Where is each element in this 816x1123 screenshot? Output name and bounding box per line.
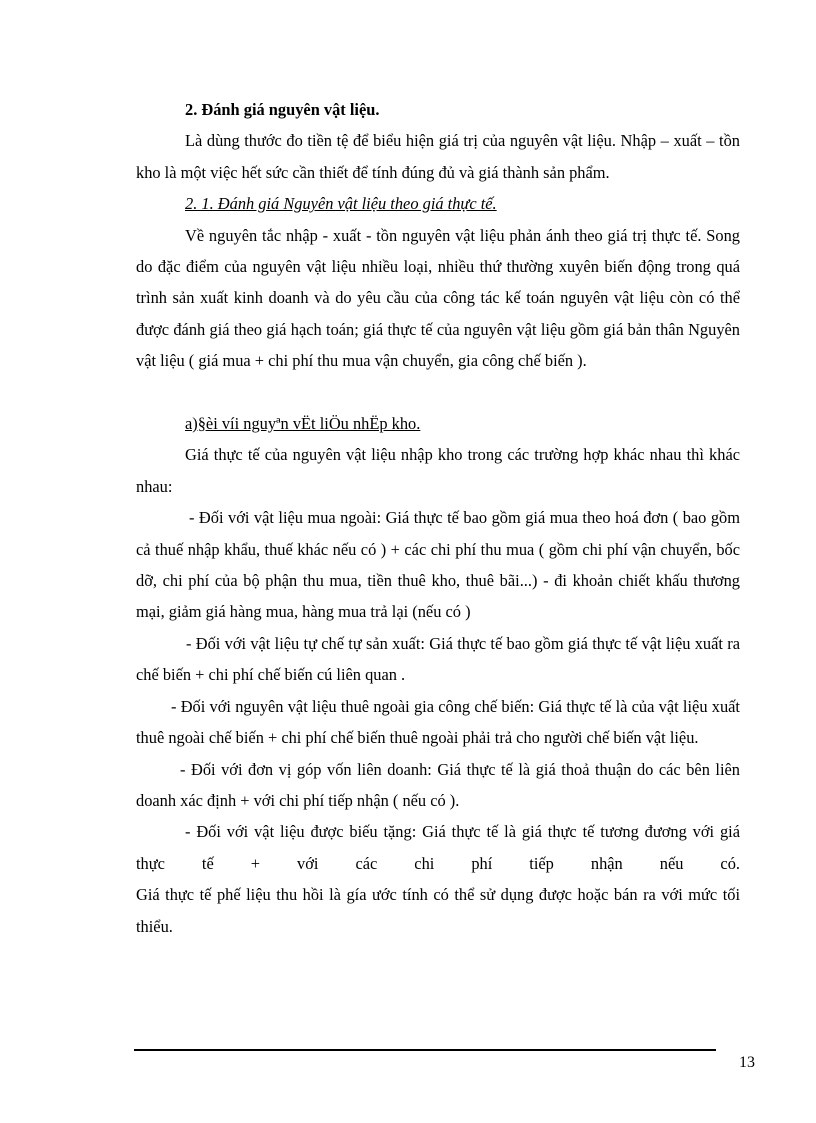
bullet-purchased-materials: - Đối với vật liệu mua ngoài: Giá thực tế bao gồm giá mua theo hoá đơn ( bao gồm cả thuế nhập khẩu, thuế khác nếu có ) + các chi phí thu mua ( gồm chi phí vận chuyển, bốc dỡ, chi phí của bộ phận thu mua, tiền thuê kho, thuê bãi...) - đi khoản chiết khấu thương mại, giảm giá hàng mua, hàng mua trả lại (nếu có )	[136, 508, 740, 622]
bullet-joint-venture-contribution: - Đối với đơn vị góp vốn liên doanh: Giá thực tế là giá thoả thuận do các bên liên doanh xác định + với chi phí tiếp nhận ( nếu có ).	[136, 759, 740, 810]
section-heading: 2. Đánh giá nguyên vật liệu.	[185, 100, 380, 119]
subsection-paragraph: Về nguyên tắc nhập - xuất - tồn nguyên vật liệu phản ánh theo giá trị thực tế. Song do đặc điểm của nguyên vật liệu nhiều loại, nhiều thứ thường xuyên biến động trong quá trình sản xuất kinh doanh và do yêu cầu của công tác kế toán nguyên vật liệu còn có thể được đánh giá theo giá hạch toán; giá thực tế của nguyên vật liệu gồm giá bản thân Nguyên vật liệu ( giá mua + chi phí thu mua vận chuyển, gia công chế biến ).	[136, 225, 740, 371]
page-number: 13	[739, 1054, 755, 1071]
bullet-donated-materials: - Đối với vật liệu được biếu tặng: Giá thực tế là giá thực tế tương đương với giá thực tế + với các chi phí tiếp nhận nếu có.	[136, 822, 740, 873]
closing-line: Giá thực tế phế liệu thu hồi là gía ước tính có thể sử dụng được hoặc bán ra với mức tối thiểu.	[136, 885, 740, 936]
footer-rule	[134, 1049, 716, 1051]
bullet-self-produced-materials: - Đối với vật liệu tự chế tự sản xuất: Giá thực tế bao gồm giá thực tế vật liệu xuất ra chế biến + chi phí chế biến cú liên quan .	[136, 633, 740, 685]
item-a-intro: Giá thực tế của nguyên vật liệu nhập kho trong các trường hợp khác nhau thì khác nhau:	[136, 445, 740, 496]
subsection-heading: 2. 1. Đánh giá Nguyên vật liệu theo giá thực tế.	[185, 194, 497, 214]
bullet-outsourced-processing: - Đối với nguyên vật liệu thuê ngoài gia công chế biến: Giá thực tế là của vật liệu xuất thuê ngoài chế biến + chi phí chế biến thuê ngoài phải trả cho người chế biến vật liệu.	[136, 696, 740, 748]
item-a-heading: a)§èi víi nguyªn vËt liÖu nhËp kho.	[185, 414, 421, 434]
document-body	[136, 94, 740, 942]
blank-line	[136, 377, 740, 408]
section-intro-paragraph: Là dùng thước đo tiền tệ để biểu hiện giá trị của nguyên vật liệu. Nhập – xuất – tồn kho là một việc hết sức cần thiết để tính đúng đủ và giá thành sản phẩm.	[136, 131, 740, 182]
